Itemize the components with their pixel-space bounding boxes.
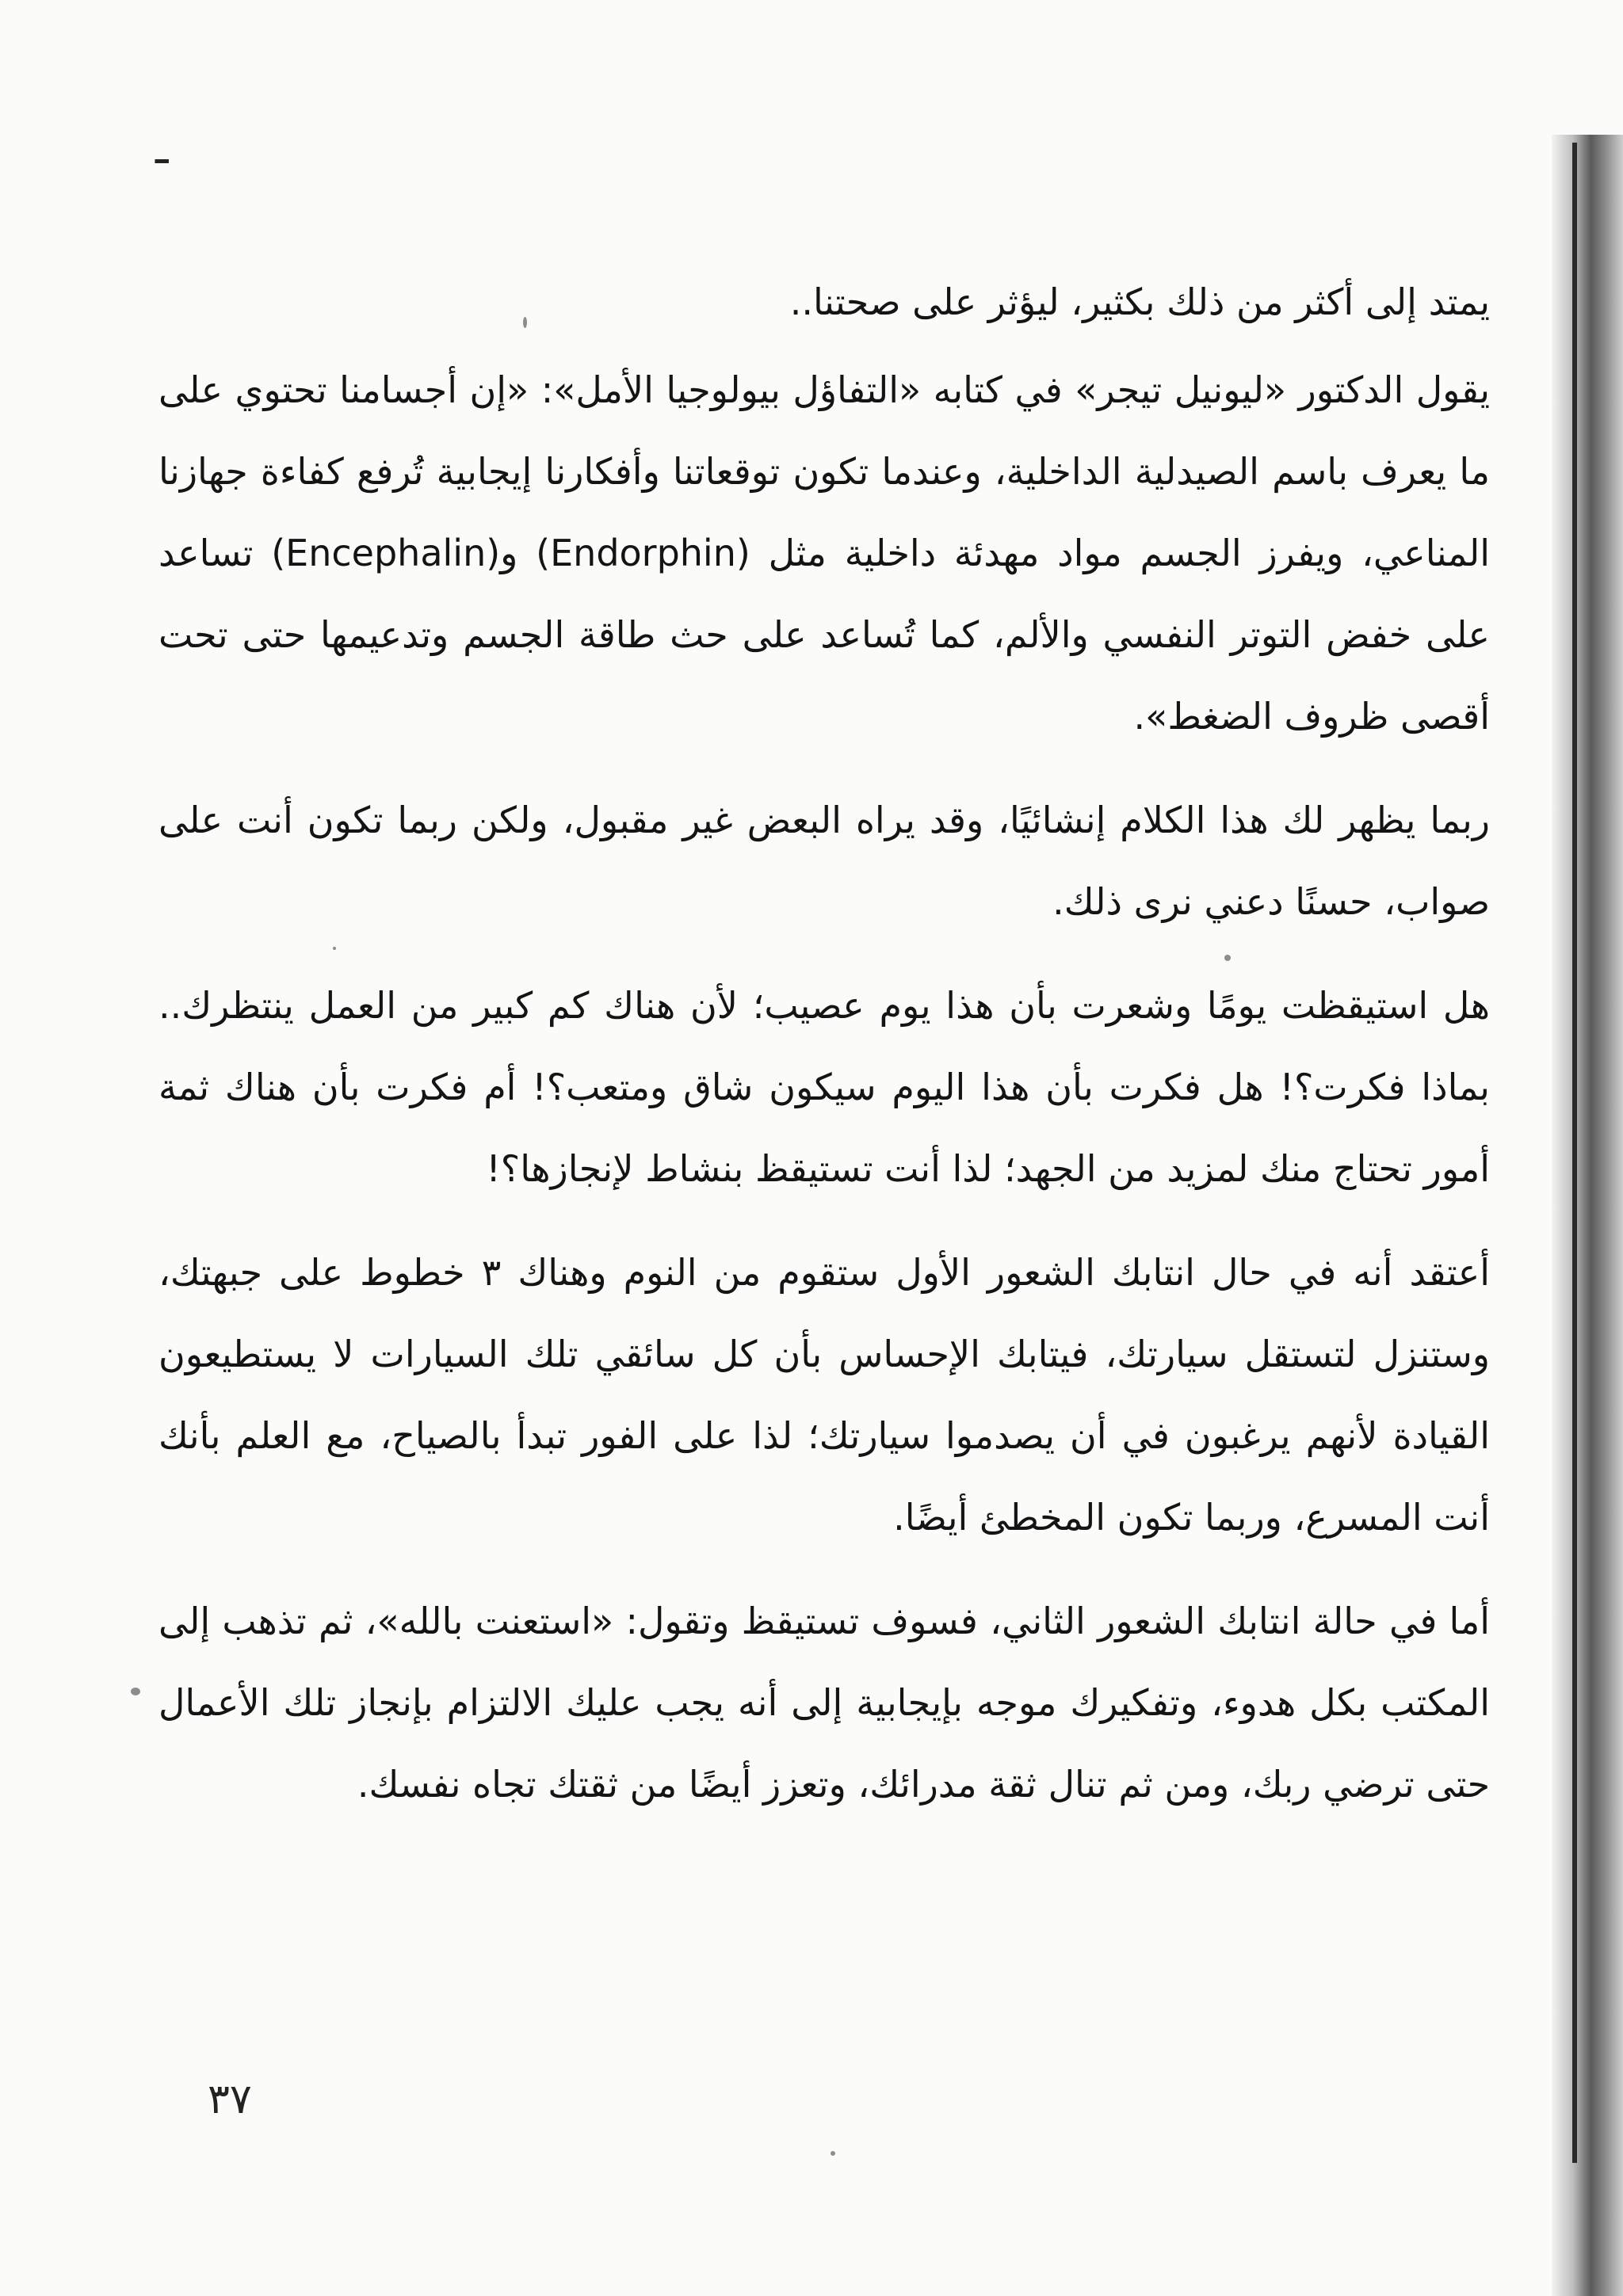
- header-mark: ـ: [155, 123, 169, 174]
- paragraph-quote: يقول الدكتور «ليونيل تيجر» في كتابه «التفاؤل بيولوجيا الأمل»: «إن أجسامنا تحتوي على ما يعرف باسم الصيدلية الداخلية، وعندما تكون توقعاتنا وأفكارنا إيجابية تُرفع كفاءة جهازنا المناعي، ويفرز الجسم مواد مهدئة داخلية مثل (Endorphin) و(Encephalin) تساعد على خفض التوتر النفسي والألم، كما تُساعد على حث طاقة الجسم وتدعيمها حتى تحت أقصى ظروف الضغط».: [158, 368, 1491, 738]
- paragraph-4: أعتقد أنه في حال انتابك الشعور الأول ستقوم من النوم وهناك ٣ خطوط على جبهتك، وستنزل لتستقل سيارتك، فيتابك الإحساس بأن كل سائقي تلك السيارات لا يستطيعون القيادة لأنهم يرغبون في أن يصدموا سيارتك؛ لذا على الفور تبدأ بالصياح، مع العلم بأنك أنت المسرع، وربما تكون المخطئ أيضًا.: [158, 1251, 1491, 1539]
- paragraph-3: هل استيقظت يومًا وشعرت بأن هذا يوم عصيب؛ لأن هناك كم كبير من العمل ينتظرك.. بماذا فكرت؟! هل فكرت بأن هذا اليوم سيكون شاق ومتعب؟! أم فكرت بأن هناك ثمة أمور تحتاج منك لمزيد من الجهد؛ لذا أنت تستيقظ بنشاط لإنجازها؟!: [158, 984, 1490, 1190]
- paragraph-intro: يمتد إلى أكثر من ذلك بكثير، ليؤثر على صحتنا..: [789, 280, 1490, 323]
- scan-speck: [131, 1688, 140, 1695]
- scan-speck: [523, 317, 527, 328]
- paragraph-2: ربما يظهر لك هذا الكلام إنشائيًا، وقد يراه البعض غير مقبول، ولكن ربما تكون أنت على صواب، حسنًا دعني نرى ذلك.: [158, 799, 1490, 923]
- body-text: [158, 261, 1490, 1825]
- paragraph-5: أما في حالة انتابك الشعور الثاني، فسوف تستيقظ وتقول: «استعنت بالله»، ثم تذهب إلى المكتب بكل هدوء، وتفكيرك موجه بإيجابية إلى أنه يجب عليك الالتزام بإنجاز تلك الأعمال حتى ترضي ربك، ومن ثم تنال ثقة مدرائك، وتعزز أيضًا من ثقتك تجاه نفسك.: [158, 1600, 1490, 1806]
- book-binding-edge: [1572, 143, 1577, 2163]
- scan-speck: [1224, 955, 1231, 961]
- page-number: ٣٧: [208, 2076, 252, 2123]
- scan-speck: [831, 2151, 835, 2156]
- book-binding-shadow: [1552, 135, 1623, 2296]
- scan-speck: [333, 947, 336, 950]
